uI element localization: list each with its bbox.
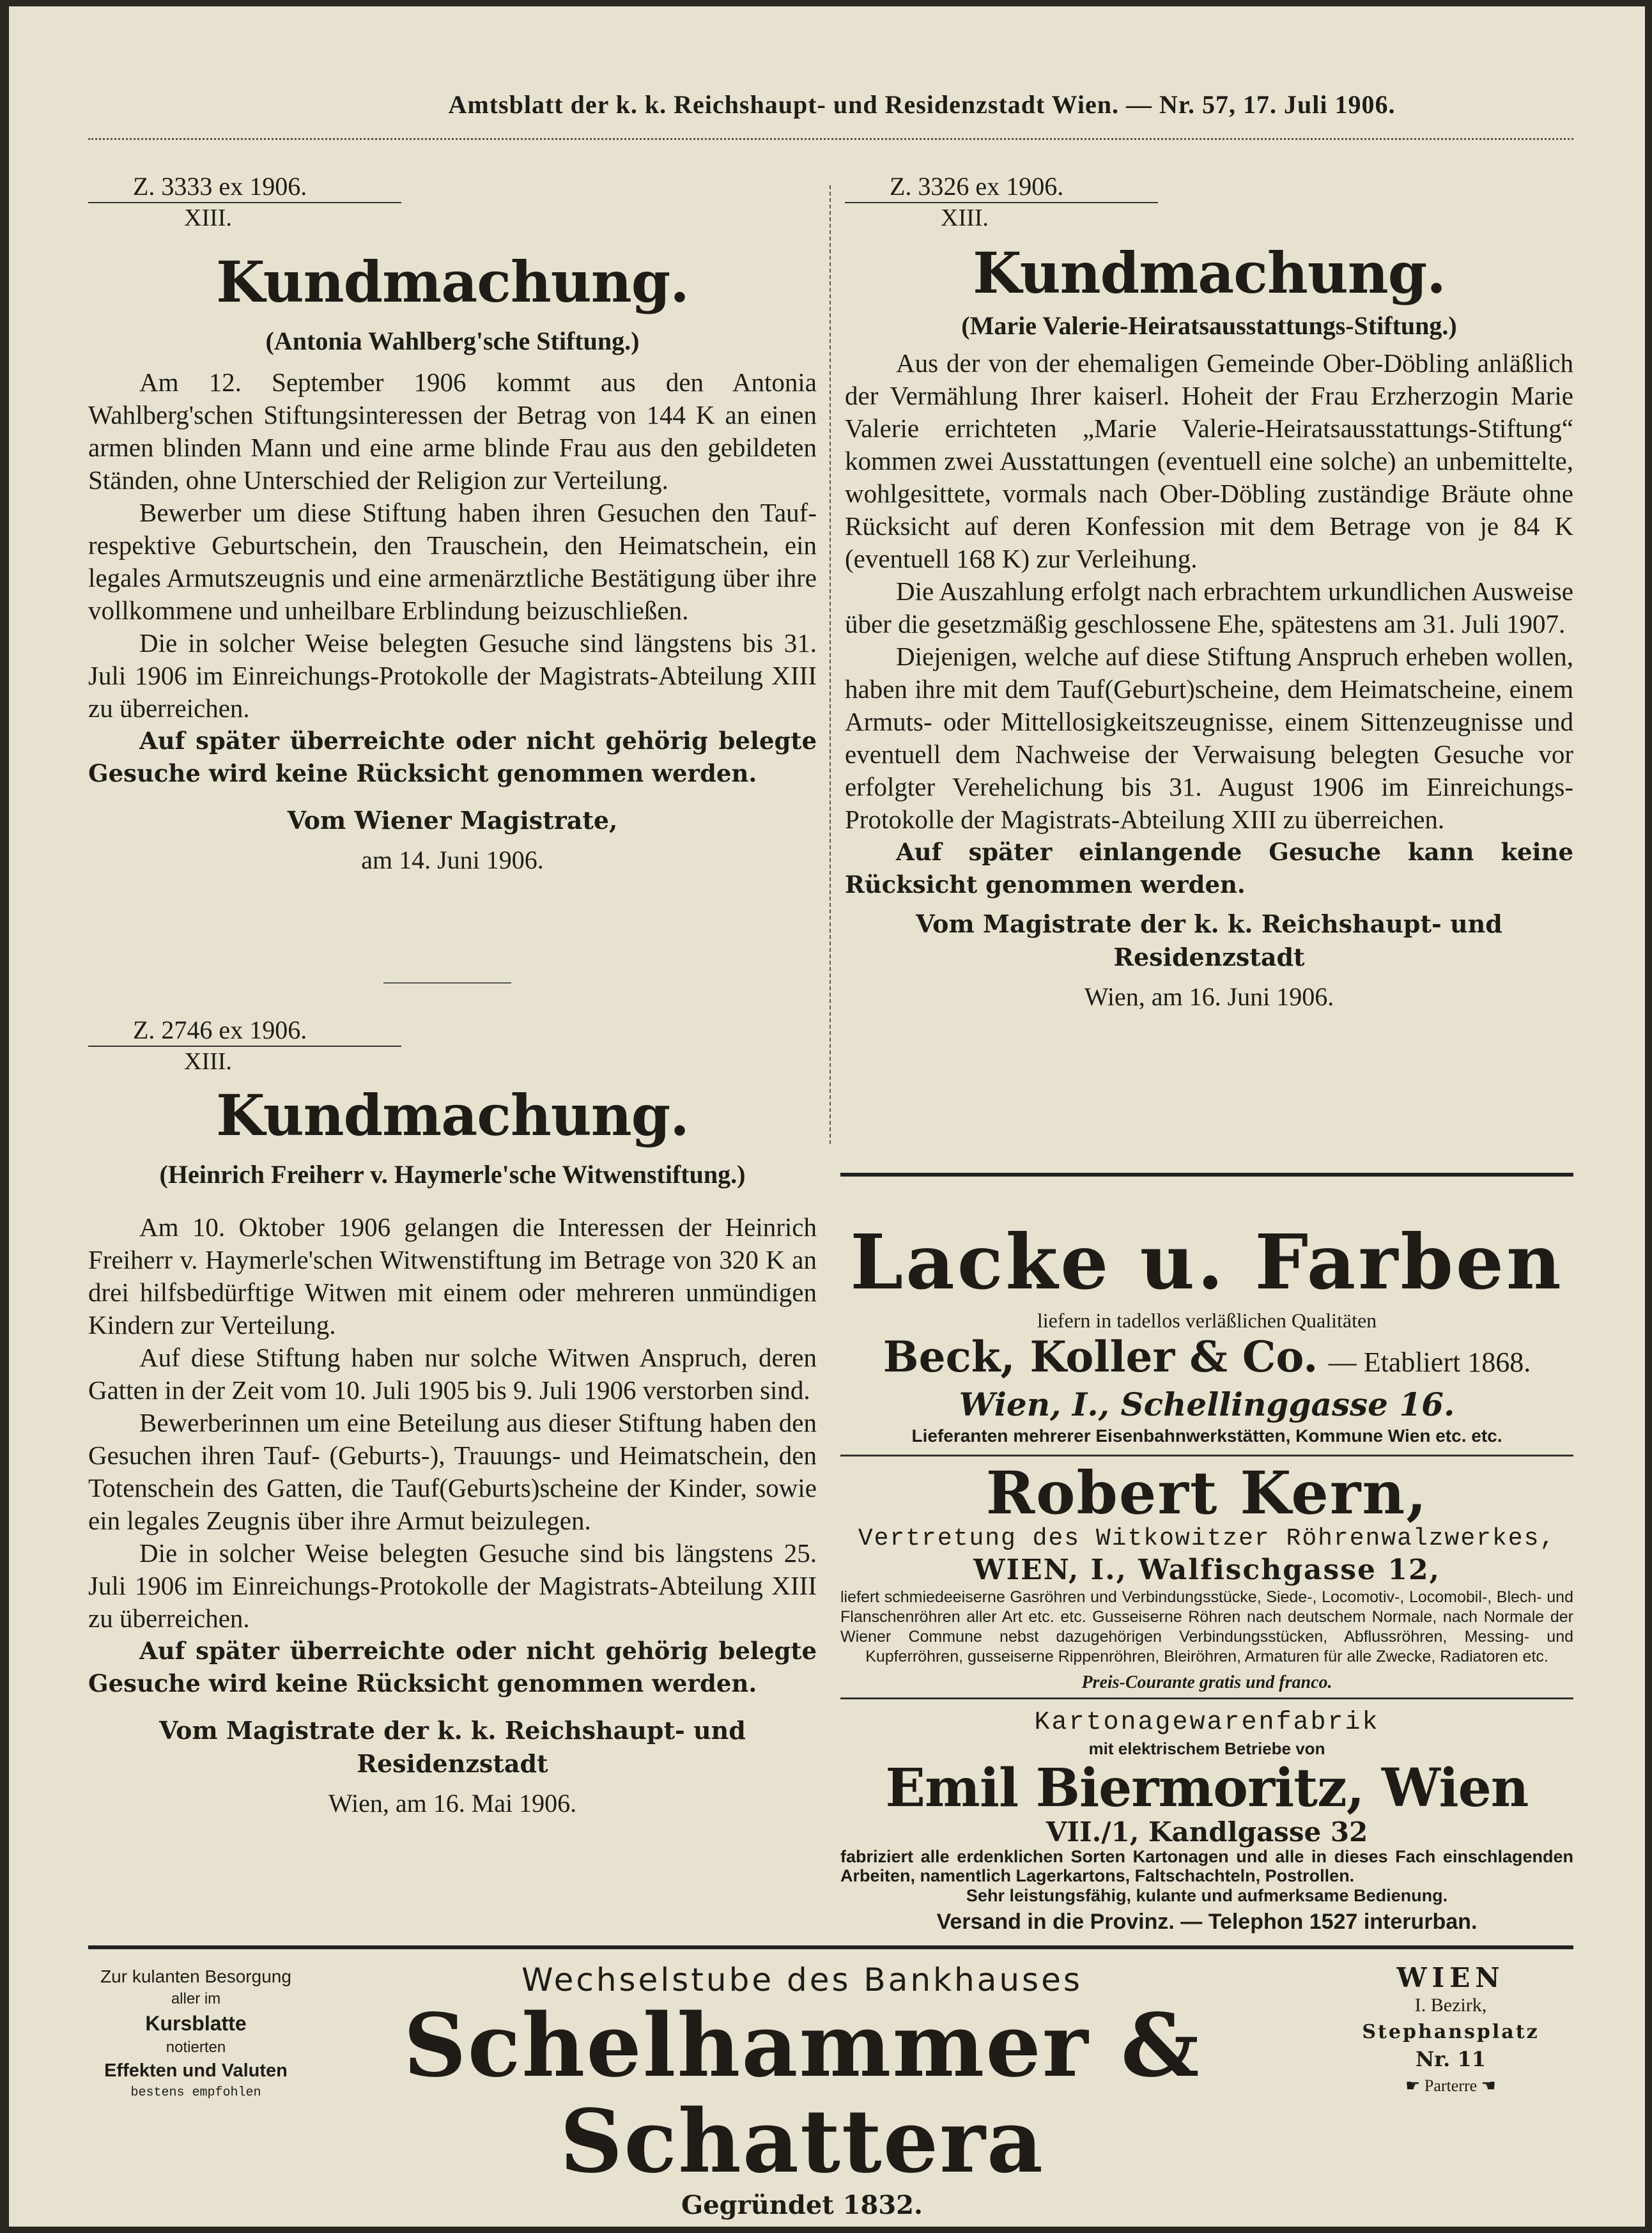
paragraph: Am 12. September 1906 kommt aus den Antonia Wahlberg'schen Stiftungsinteressen der Betrag von 144 K an einen armen blinden Mann und eine arme blinde Frau aus den gebildeten Ständen, ohne Unterschied der Religion zur Verteilung. (88, 367, 817, 495)
page-header: Amtsblatt der k. k. Reichshaupt- und Residenzstadt Wien. — Nr. 57, 17. Juli 1906. (448, 90, 1396, 119)
signature: Vom Magistrate der k. k. Reichshaupt- und Residenzstadt (916, 909, 1502, 971)
bank-text: Zur kulanten Besorgung (100, 1966, 291, 1986)
bank-text: notierten (166, 2039, 226, 2056)
divider (383, 982, 511, 984)
paragraph: Bewerberinnen um eine Beteilung aus dieser Stiftung haben den Gesuchen ihren Tauf- (Geburts-), Trauungs- und Heimatschein, den Totenschein des Gatten, die Tauf(Geburts)scheine der Kinder, sowie ein legales Zeugnis über ihre Armut beizulegen. (88, 1408, 817, 1535)
paragraph: Die in solcher Weise belegten Gesuche sind bis längstens 25. Juli 1906 im Einreichungs-Protokolle der Magistrats-Abteilung XIII zu überreichen. (88, 1538, 817, 1633)
paragraph: Die Auszahlung erfolgt nach erbrachtem urkundlichen Ausweise über die gesetzmäßig geschlossene Ehe, spätestens am 31. Juli 1907. (845, 576, 1573, 638)
bank-text: aller im (171, 1990, 221, 2007)
bank-text: Stephansplatz (1362, 2021, 1540, 2043)
ad-text: fabriziert alle erdenklichen Sorten Kartonagen und alle in dieses Fach einschlagenden Arbeiten, namentlich Lagerkartons, Faltschachteln, Postrollen. (840, 1847, 1573, 1885)
reference-number: Z. 3333 ex 1906. (88, 171, 401, 203)
signature: Vom Wiener Magistrate, (287, 806, 618, 835)
ad-rule (840, 1173, 1573, 1177)
pointing-hand-icon: ☚ (1477, 2076, 1496, 2095)
bank-right-text (1323, 1963, 1579, 2100)
signature: Vom Magistrate der k. k. Reichshaupt- und Residenzstadt (159, 1716, 746, 1778)
ad-lacke-farben (840, 1217, 1573, 1449)
bank-pretitle: Wechselstube des Bankhauses (521, 1961, 1083, 1998)
ad-address: Wien, I., Schellinggasse 16. (959, 1386, 1455, 1423)
ad-text: mit elektrischem Betriebe von (1088, 1739, 1325, 1758)
notice-heading: Kundmachung. (973, 240, 1446, 306)
ad-biermoritz (840, 1708, 1573, 1938)
bank-title: Schelhammer & Schattera (403, 1995, 1201, 2193)
ad-title: Lacke u. Farben (850, 1217, 1564, 1306)
notice-body (88, 1211, 817, 1700)
paragraph: Am 10. Oktober 1906 gelangen die Interessen der Heinrich Freiherr v. Haymerle'schen Witwenstiftung im Betrage von 320 K an drei hilfsbedürftige Witwen mit einem oder mehreren unmündigen Kindern zur Verteilung. (88, 1212, 817, 1340)
bank-text: Kursblatte (145, 2012, 247, 2035)
notice-marie-valerie (845, 171, 1573, 1016)
warning-paragraph: Auf später einlangende Gesuche kann keine Rücksicht genommen werden. (845, 838, 1573, 899)
paragraph: Bewerber um diese Stiftung haben ihren Gesuchen den Tauf- respektive Geburtschein, den Trauschein, den Heimatschein, ein legales Armutszeugnis und eine armenärztliche Bestätigung über ihre vollkommene und unheilbare Erblindung beizuschließen. (88, 498, 817, 625)
ad-firm-line (840, 1333, 1573, 1386)
notice-date: Wien, am 16. Juni 1906. (1084, 982, 1334, 1011)
bank-text: Parterre (1424, 2076, 1478, 2095)
section-number: XIII. (941, 205, 989, 231)
ad-footer: Preis-Courante gratis und franco. (1081, 1673, 1332, 1692)
notice-haymerle (88, 1015, 817, 1823)
reference-number: Z. 3326 ex 1906. (845, 171, 1158, 203)
bank-text: WIEN (1396, 1962, 1505, 1993)
column-separator (830, 185, 831, 1144)
banner-rule (88, 1945, 1573, 1949)
bank-parterre-line (1323, 2072, 1579, 2100)
section-number: XIII. (184, 1048, 232, 1075)
ad-text: liefert schmiedeeiserne Gasröhren und Verbindungsstücke, Siede-, Locomotiv-, Locomobil-, Blech- und Flanschenröhren aller Art etc. etc. Gusseiserne Röhren nach deutschem Normale, nach Normale der Wiener Commune nebst dazugehörigen Verbindungsstücken, Abflussröhren, Messing- und Kupferröhren, gusseiserne Rippenröhren, Bleiröhren, Armaturen für alle Zwecke, Radiatoren etc. (840, 1588, 1573, 1665)
ad-address: VII./1, Kandlgasse 32 (1046, 1816, 1368, 1848)
warning-paragraph: Auf später überreichte oder nicht gehörig belegte Gesuche wird keine Rücksicht genommen werden. (88, 727, 817, 787)
ad-title: Emil Biermoritz, Wien (885, 1758, 1529, 1819)
notice-wahlberg (88, 171, 817, 879)
ad-text: Vertretung des Witkowitzer Röhrenwalzwerkes, (858, 1525, 1556, 1552)
paragraph: Die in solcher Weise belegten Gesuche sind längstens bis 31. Juli 1906 im Einreichungs-Protokolle der Magistrats-Abteilung XIII zu überreichen. (88, 628, 817, 723)
ad-text: liefern in tadellos verläßlichen Qualitäten (1037, 1309, 1377, 1332)
notice-date: am 14. Juni 1906. (361, 846, 544, 874)
bank-founded: Gegründet 1832. (681, 2190, 923, 2220)
notice-body (845, 347, 1573, 901)
ad-footer: Versand in die Provinz. — Telephon 1527 interurban. (936, 1910, 1478, 1934)
ad-text: Kartonagewarenfabrik (1034, 1708, 1380, 1737)
ad-slogan: Sehr leistungsfähig, kulante und aufmerksame Bedienung. (966, 1886, 1448, 1905)
section-number: XIII. (184, 205, 232, 231)
pointing-hand-icon: ☛ (1405, 2076, 1424, 2095)
notice-body (88, 366, 817, 790)
bank-left-text (86, 1965, 306, 2103)
notice-date: Wien, am 16. Mai 1906. (328, 1789, 577, 1818)
ad-established: — Etabliert 1868. (1328, 1347, 1531, 1378)
reference-number: Z. 2746 ex 1906. (88, 1015, 401, 1047)
notice-heading: Kundmachung. (216, 249, 689, 315)
ad-robert-kern (840, 1458, 1573, 1699)
notice-subtitle: (Heinrich Freiherr v. Haymerle'sche Witwenstiftung.) (159, 1160, 746, 1189)
bank-center (307, 1962, 1297, 2221)
warning-paragraph: Auf später überreichte oder nicht gehörig belegte Gesuche wird keine Rücksicht genommen werden. (88, 1637, 817, 1697)
ad-rule (840, 1697, 1573, 1699)
notice-heading: Kundmachung. (216, 1082, 689, 1148)
bank-text: bestens empfohlen (130, 2085, 261, 2100)
paragraph: Diejenigen, welche auf diese Stiftung Anspruch erheben wollen, haben ihre mit dem Tauf(Geburt)scheine, dem Heimatscheine, einem Armuts- oder Mittellosigkeitszeugnisse, einem Sittenzeugnisse und eventuell dem Nachweise der Verwaisung belegten Gesuche vor erfolgter Verehelichung bis 31. August 1906 im Einreichungs-Protokolle der Magistrats-Abteilung XIII zu überreichen. (845, 642, 1573, 834)
header-rule (88, 133, 1573, 140)
ad-rule (840, 1455, 1573, 1456)
ad-address: WIEN, I., Walfischgasse 12, (973, 1554, 1440, 1586)
bank-text: I. Bezirk, (1414, 1995, 1487, 2016)
ad-firm: Beck, Koller & Co. (883, 1332, 1318, 1382)
bank-text: Nr. 11 (1416, 2047, 1486, 2071)
paragraph: Aus der von der ehemaligen Gemeinde Ober-Döbling anläßlich der Vermählung Ihrer kaiserl. Hoheit der Frau Erzherzogin Marie Valerie errichteten „Marie Valerie-Heiratsausstattungs-Stiftung“ kommen zwei Ausstattungen (eventuell eine solche) an unbemittelte, wohlgesittete, vormals nach Ober-Döbling zuständige Bräute ohne Rücksicht auf deren Konfession mit dem Betrage von je 84 K (eventuell 168 K) zur Verleihung. (845, 348, 1573, 573)
bank-text: Effekten und Valuten (104, 2060, 288, 2081)
ad-title: Robert Kern, (985, 1458, 1428, 1527)
notice-subtitle: (Antonia Wahlberg'sche Stiftung.) (265, 327, 640, 355)
notice-subtitle: (Marie Valerie-Heiratsausstattungs-Stiftung.) (961, 311, 1457, 340)
ad-footer: Lieferanten mehrerer Eisenbahnwerkstätten, Kommune Wien etc. etc. (911, 1426, 1502, 1446)
paragraph: Auf diese Stiftung haben nur solche Witwen Anspruch, deren Gatten in der Zeit vom 10. Juli 1905 bis 9. Juli 1906 verstorben sind. (88, 1343, 817, 1405)
